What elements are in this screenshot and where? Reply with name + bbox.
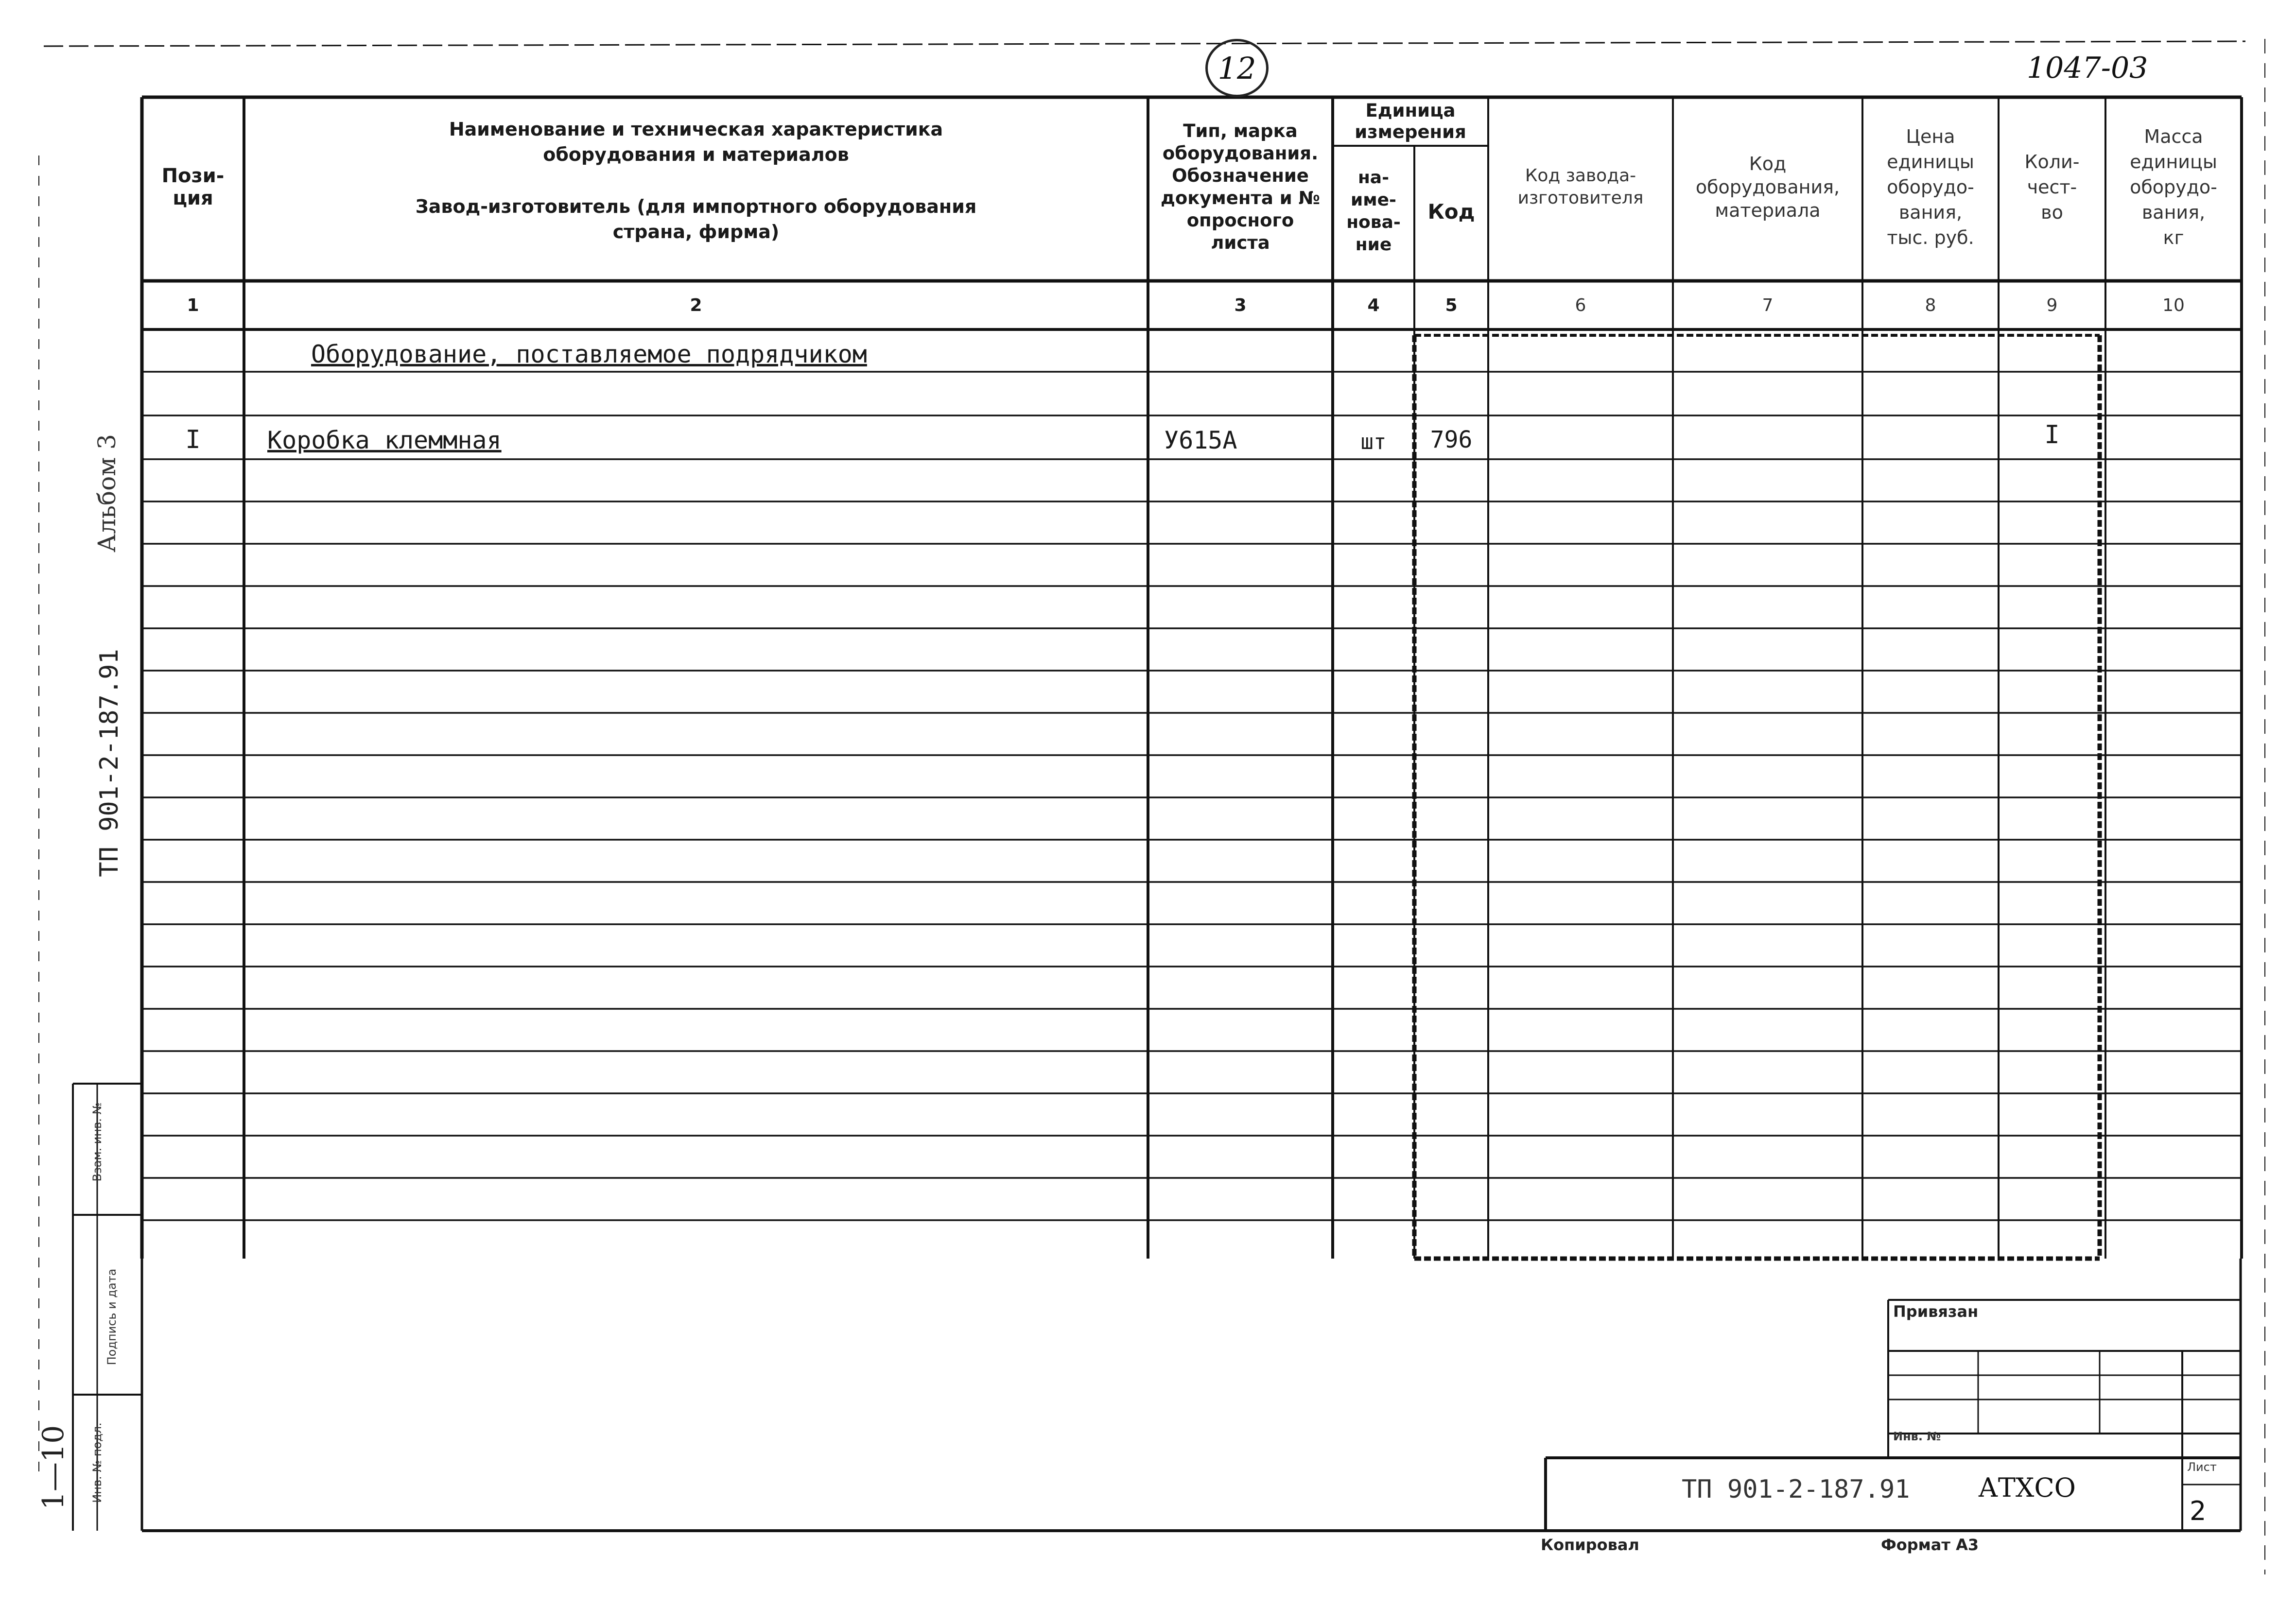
header-unit-mass: Масса единицы оборудо- вания, кг — [2130, 126, 2217, 248]
header-equipment-code: Код оборудования, материала — [1695, 153, 1840, 221]
row-code: 796 — [1430, 426, 1473, 453]
header-unit-code: Код — [1427, 199, 1475, 224]
circled-page-number — [1205, 39, 1269, 97]
circled-number-text: 12 — [1218, 50, 1256, 86]
document-number: 1047-03 — [2027, 51, 2148, 85]
row-name: Коробка клеммная — [267, 426, 502, 454]
row-quantity: I — [2044, 420, 2060, 449]
colnum-1: 1 — [187, 295, 199, 315]
top-margin-line — [44, 41, 2245, 46]
header-manufacturer-code: Код завода- изготовителя — [1517, 166, 1644, 208]
colnum-5: 5 — [1445, 295, 1458, 315]
header-type-mark: Тип, марка оборудования. Обозначение документа и № опросного листа — [1160, 121, 1321, 253]
row-type: У615А — [1164, 426, 1237, 454]
colnum-3: 3 — [1234, 295, 1247, 315]
side-replacement-inventory-label: Взам. инв. № — [90, 1102, 104, 1182]
colnum-4: 4 — [1367, 295, 1380, 315]
section-heading-row: Оборудование, поставляемое подрядчиком — [311, 340, 867, 368]
colnum-8: 8 — [1925, 295, 1936, 315]
stamp-document-code: ТП 901-2-187.91 — [1682, 1475, 1910, 1504]
side-corner-number: 1—10 — [36, 1425, 70, 1510]
stamp-attached-label: Привязан — [1893, 1302, 1979, 1321]
footer-format-label: Формат А3 — [1881, 1536, 1979, 1554]
stamp-sheet-label: Лист — [2187, 1460, 2217, 1474]
side-signature-date-label: Подпись и дата — [105, 1268, 119, 1365]
header-quantity: Коли- чест- во — [2024, 151, 2080, 223]
header-unit-name: на- име- нова- ние — [1346, 168, 1401, 255]
stamp-inventory-label: Инв. № — [1893, 1430, 1941, 1443]
footer-copied-label: Копировал — [1541, 1536, 1639, 1554]
colnum-6: 6 — [1575, 295, 1586, 315]
column-numbers-row — [0, 281, 2296, 329]
colnum-7: 7 — [1762, 295, 1774, 315]
side-album-label: Альбом 3 — [93, 434, 121, 553]
side-original-inventory-label: Инв. № подл. — [90, 1422, 104, 1503]
stamp-mark: АТХСО — [1978, 1472, 2076, 1503]
colnum-9: 9 — [2046, 295, 2058, 315]
header-unit-group: Единица измерения — [1355, 100, 1466, 142]
header-name-characteristics: Наименование и техническая характеристика оборудования и материалов Завод-изготовитель (для импортного оборудования страна, фирма) — [415, 119, 977, 242]
header-position: Пози- ция — [161, 165, 225, 209]
table-row — [0, 420, 2296, 459]
row-unit: шт — [1360, 429, 1387, 454]
row-position: I — [185, 425, 201, 454]
header-unit-price: Цена единицы оборудо- вания, тыс. руб. — [1887, 126, 1974, 248]
stamp-sheet-number: 2 — [2190, 1496, 2207, 1526]
side-tp-code-label: ТП 901-2-187.91 — [95, 649, 124, 877]
colnum-2: 2 — [690, 295, 702, 315]
colnum-10: 10 — [2162, 295, 2185, 315]
